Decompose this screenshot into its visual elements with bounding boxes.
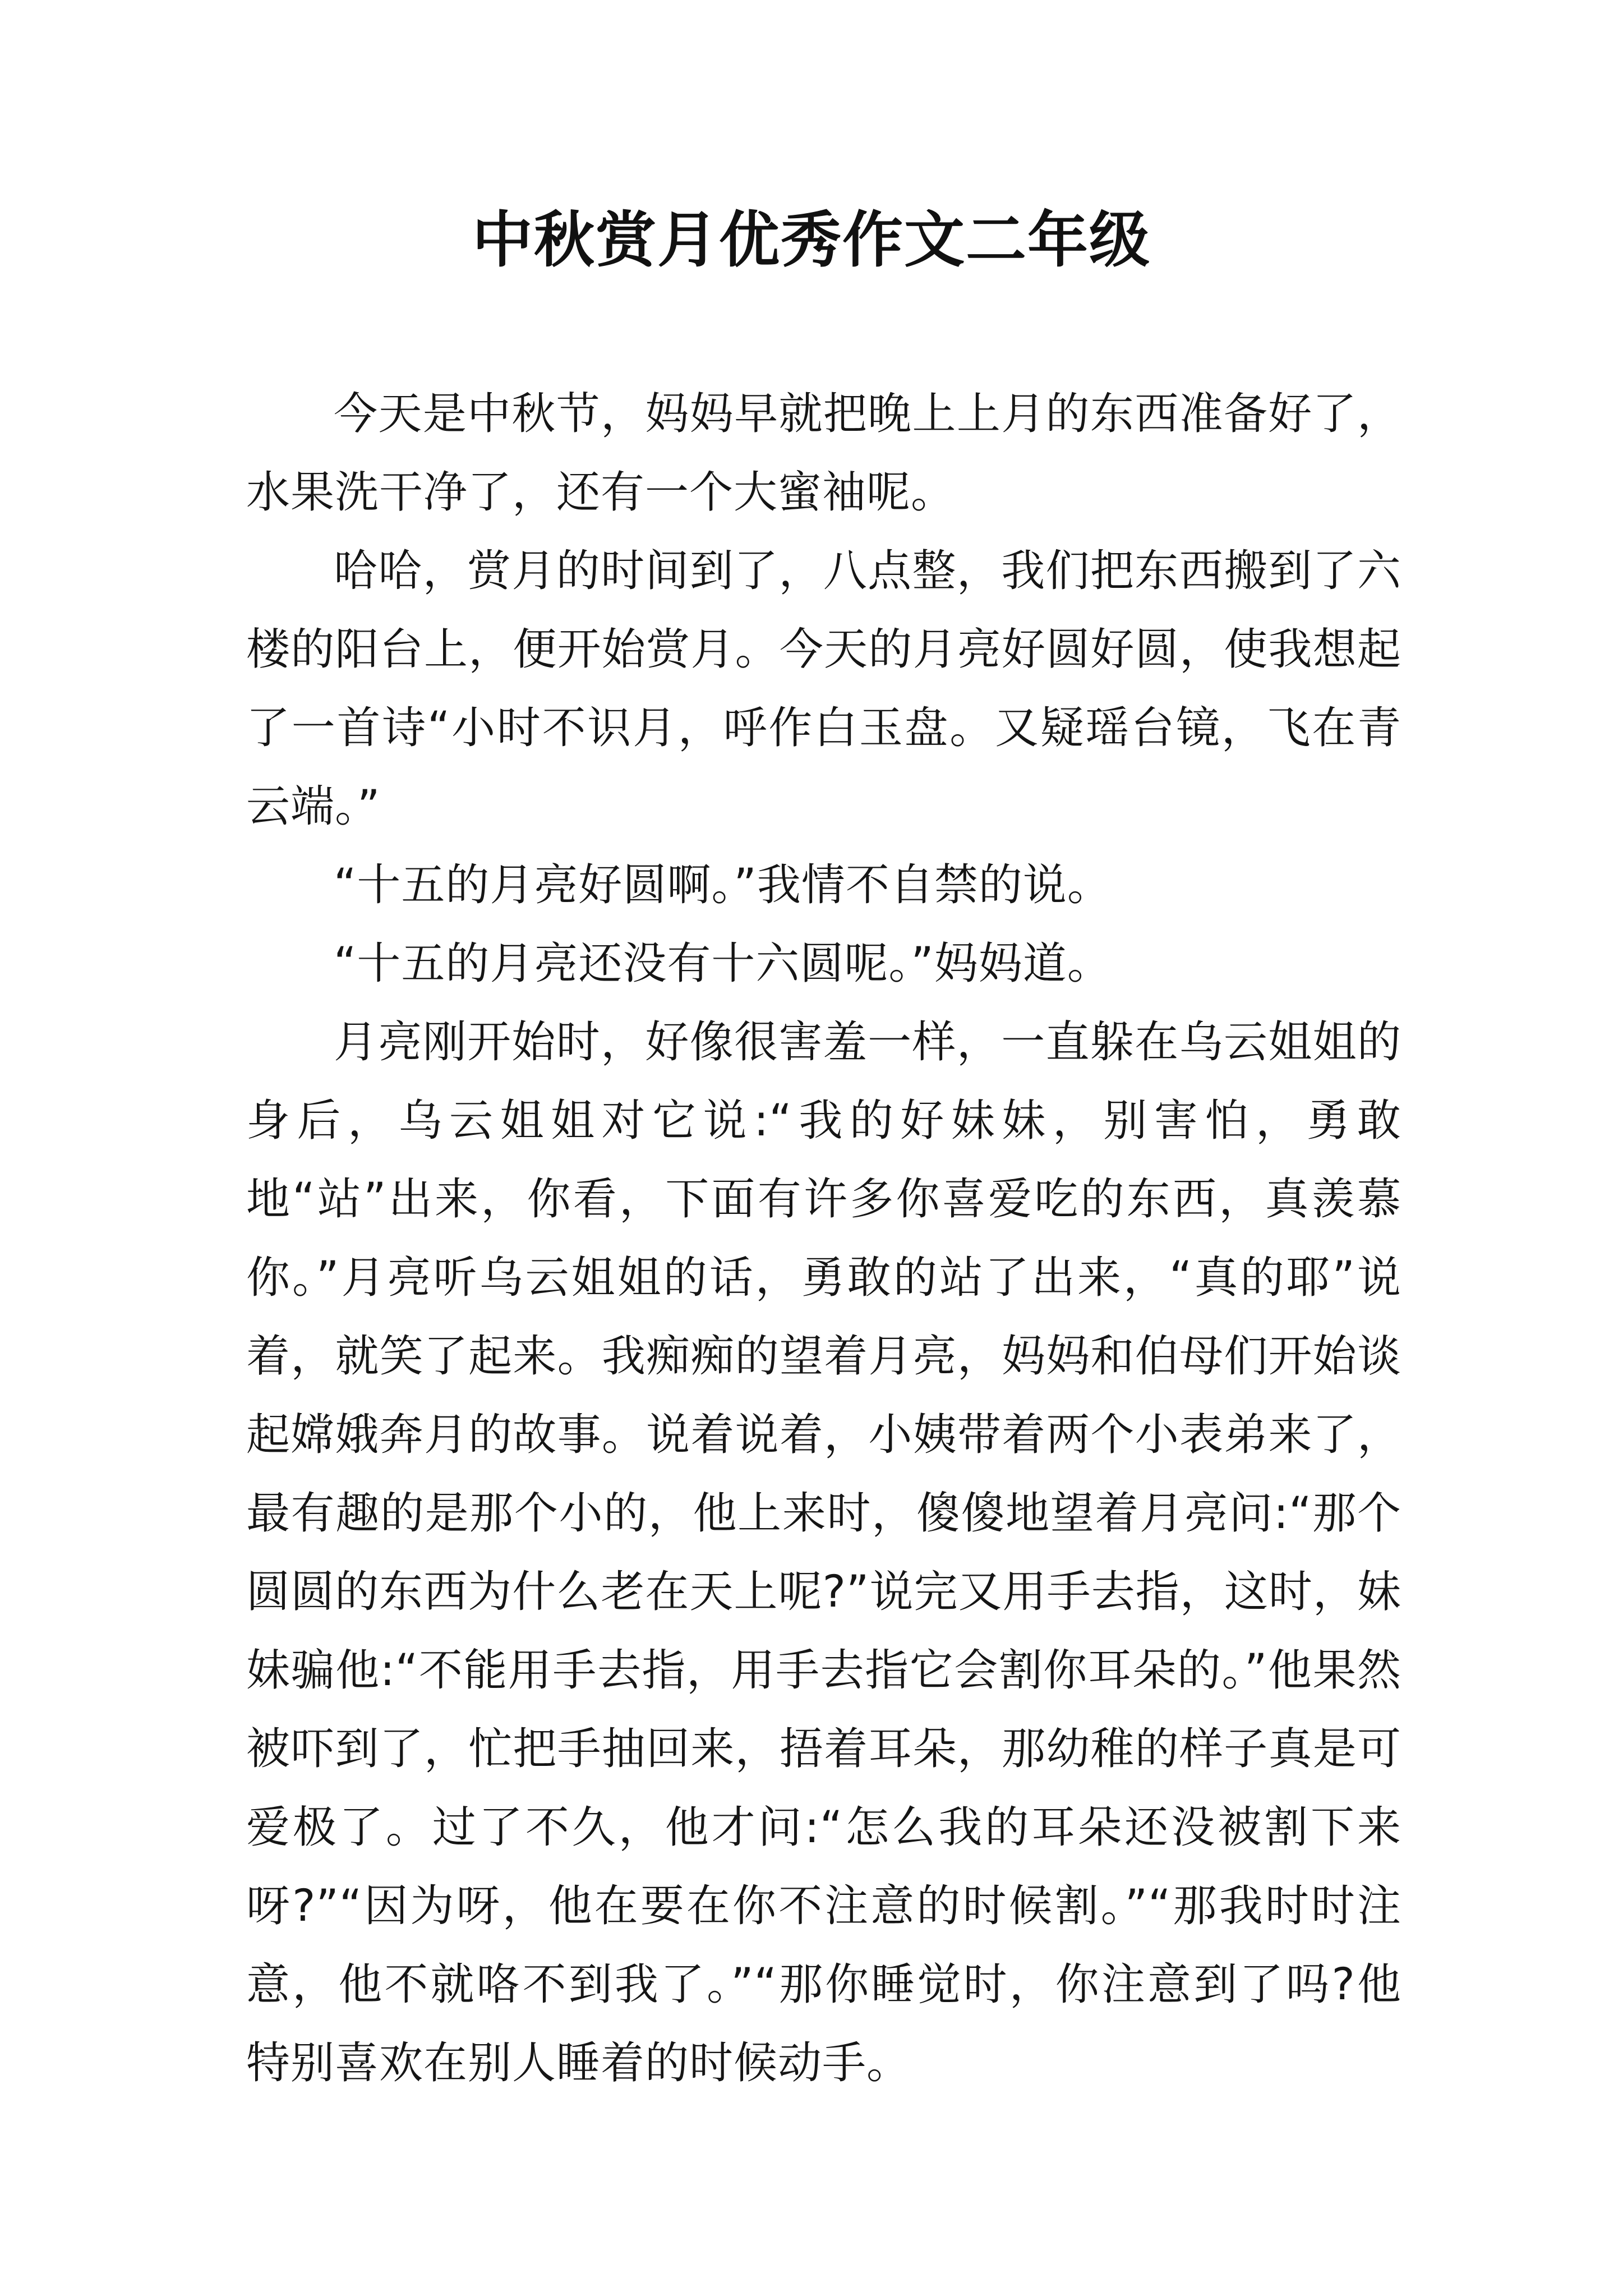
paragraph-intro: 今天是中秋节，妈妈早就把晚上上月的东西准备好了，水果洗干净了，还有一个大蜜袖呢。 bbox=[246, 389, 1401, 518]
paragraph-quote-child: “十五的月亮好圆啊。”我情不自禁的说。 bbox=[334, 860, 1112, 910]
paragraph-story: 月亮刚开始时，好像很害羞一样，一直躲在乌云姐姐的身后，乌云姐姐对它说:“我的好妹妹，别害怕，勇敢地“站”出来，你看，下面有许多你喜爱吃的东西，真羡慕你。”月亮听乌云姐姐的话，勇敢的站了出来，“真的耶”说着，就笑了起来。我痴痴的望着月亮，妈妈和伯母们开始谈起嫦娥奔月的故事。说着说着，小姨带着两个小表弟来了，最有趣的是那个小的，他上来时，傻傻地望着月亮问:“那个圆圆的东西为什么老在天上呢?”说完又用手去指，这时，妹妹骗他:“不能用手去指，用手去指它会割你耳朵的。”他果然被吓到了，忙把手抽回来，捂着耳朵，那幼稚的样子真是可爱极了。过了不久，他才问:“怎么我的耳朵还没被割下来呀?”“因为呀，他在要在你不注意的时候割。”“那我时时注意，他不就咯不到我了。”“那你睡觉时，你注意到了吗?他特别喜欢在别人睡着的时候动手。 bbox=[246, 1017, 1401, 2088]
document-title: 中秋赏月优秀作文二年级 bbox=[472, 205, 1151, 275]
paragraph-moon-viewing: 哈哈，赏月的时间到了，八点整，我们把东西搬到了六楼的阳台上，便开始赏月。今天的月亮好圆好圆，使我想起了一首诗“小时不识月，呼作白玉盘。又疑瑶台镜，飞在青云端。” bbox=[246, 546, 1401, 832]
document-body bbox=[246, 375, 1401, 2102]
paragraph-quote-mother: “十五的月亮还没有十六圆呢。”妈妈道。 bbox=[334, 938, 1112, 989]
